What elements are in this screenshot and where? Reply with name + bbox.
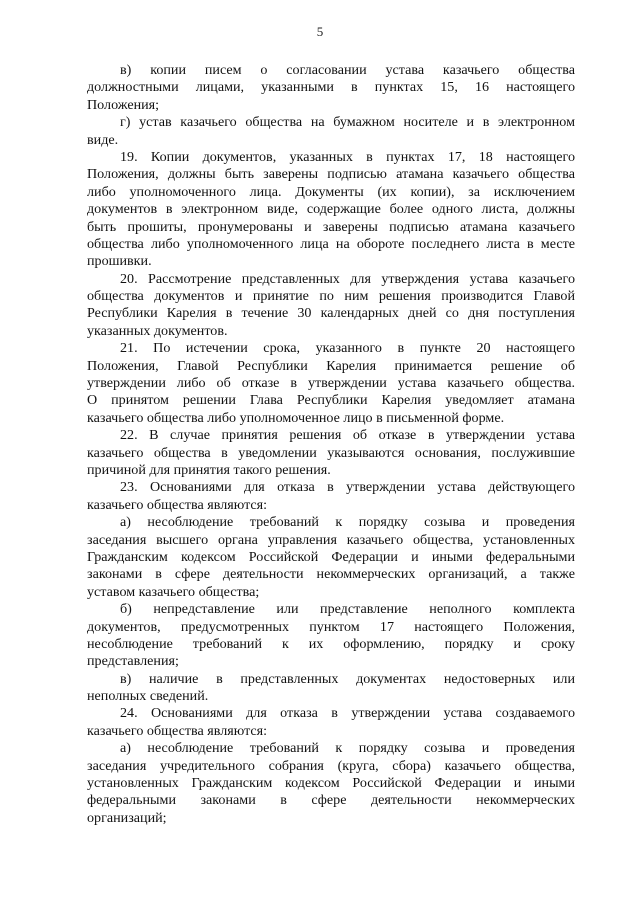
paragraph-line: 24. Основаниями для отказа в утверждении устава создаваемого — [120, 705, 575, 722]
paragraph-line: причиной для принятия такого решения. — [87, 461, 331, 478]
paragraph — [87, 149, 575, 271]
paragraph-line: г) устав казачьего общества на бумажном носителе и в электронном — [120, 114, 575, 131]
paragraph-line: заседания высшего органа управления казачьего общества, установленных — [87, 531, 575, 548]
paragraph-line: общества документов и принятие по ним решения производится Главой — [87, 288, 575, 305]
paragraph-line: федеральными законами в сфере деятельности некоммерческих — [87, 792, 575, 809]
paragraph — [87, 705, 575, 740]
paragraph-line: казачьего общества либо уполномоченное лицо в письменной форме. — [87, 409, 505, 426]
paragraph-line: а) несоблюдение требований к порядку созыва и проведения — [120, 740, 575, 757]
paragraph — [87, 62, 575, 114]
paragraph-line: в) копии писем о согласовании устава казачьего общества — [120, 62, 575, 78]
paragraph — [87, 479, 575, 514]
paragraph-line: должностными лицами, указанными в пунктах 15, 16 настоящего — [87, 79, 575, 96]
paragraph — [87, 740, 575, 827]
paragraph-line: 20. Рассмотрение представленных для утверждения устава казачьего — [120, 270, 575, 287]
paragraph-line: Положения, должны быть заверены подписью атамана казачьего общества — [87, 166, 575, 183]
paragraph-line: законами в сфере деятельности некоммерческих организаций, а также — [87, 566, 575, 583]
paragraph-line: в) наличие в представленных документах недостоверных или — [120, 670, 575, 687]
page-number: 5 — [316, 24, 324, 39]
paragraph-line: утверждении либо об отказе в утверждении устава казачьего общества. — [87, 375, 575, 392]
paragraph-line: Республики Карелия в течение 30 календарных дней со дня поступления — [87, 305, 575, 322]
paragraph-line: казачьего общества в уведомлении указываются основания, послужившие — [87, 444, 575, 461]
paragraph-line: О принятом решении Глава Республики Карелия уведомляет атамана — [87, 392, 575, 409]
paragraph-line: казачьего общества являются: — [87, 722, 268, 739]
paragraph — [87, 601, 575, 671]
paragraph — [87, 514, 575, 601]
paragraph-line: 22. В случае принятия решения об отказе в утверждении устава — [120, 427, 575, 444]
paragraph-line: несоблюдение требований к их оформлению, порядку и сроку — [87, 635, 575, 652]
paragraph-line: либо уполномоченного лица. Документы (их копии), за исключением — [87, 183, 575, 200]
paragraph-line: общества либо уполномоченного лица на обороте последнего листа в месте — [87, 235, 575, 252]
document-body — [87, 62, 575, 827]
paragraph — [87, 271, 575, 341]
paragraph-line: виде. — [87, 131, 119, 148]
paragraph-line: указанных документов. — [87, 322, 228, 339]
paragraph-line: документов в электронном виде, содержащие более одного листа, должны — [87, 201, 575, 218]
paragraph-line: Положения, Главой Республики Карелия принимается решение об — [87, 357, 575, 374]
paragraph-line: представления; — [87, 653, 179, 670]
paragraph-line: уставом казачьего общества; — [87, 583, 260, 600]
paragraph-line: казачьего общества являются: — [87, 496, 268, 513]
paragraph-line: а) несоблюдение требований к порядку созыва и проведения — [120, 514, 575, 531]
paragraph — [87, 671, 575, 706]
paragraph-line: б) непредставление или представление неполного комплекта — [120, 601, 575, 618]
paragraph-line: документов, предусмотренных пунктом 17 настоящего Положения, — [87, 618, 575, 635]
paragraph-line: заседания учредительного собрания (круга, сбора) казачьего общества, — [87, 757, 575, 774]
paragraph-line: прошивки. — [87, 253, 152, 270]
paragraph-line: Положения; — [87, 96, 160, 113]
paragraph-line: 19. Копии документов, указанных в пунктах 17, 18 настоящего — [120, 148, 575, 165]
paragraph — [87, 114, 575, 149]
paragraph-line: 21. По истечении срока, указанного в пункте 20 настоящего — [120, 340, 575, 357]
paragraph — [87, 340, 575, 427]
paragraph-line: неполных сведений. — [87, 688, 209, 705]
paragraph-line: установленных Гражданским кодексом Российской Федерации и иными — [87, 775, 575, 792]
paragraph-line: быть прошиты, пронумерованы и заверены подписью атамана казачьего — [87, 218, 575, 235]
paragraph-line: Гражданским кодексом Российской Федерации и иными федеральными — [87, 548, 575, 565]
paragraph-line: 23. Основаниями для отказа в утверждении устава действующего — [120, 479, 575, 496]
paragraph — [87, 427, 575, 479]
paragraph-line: организаций; — [87, 809, 167, 826]
